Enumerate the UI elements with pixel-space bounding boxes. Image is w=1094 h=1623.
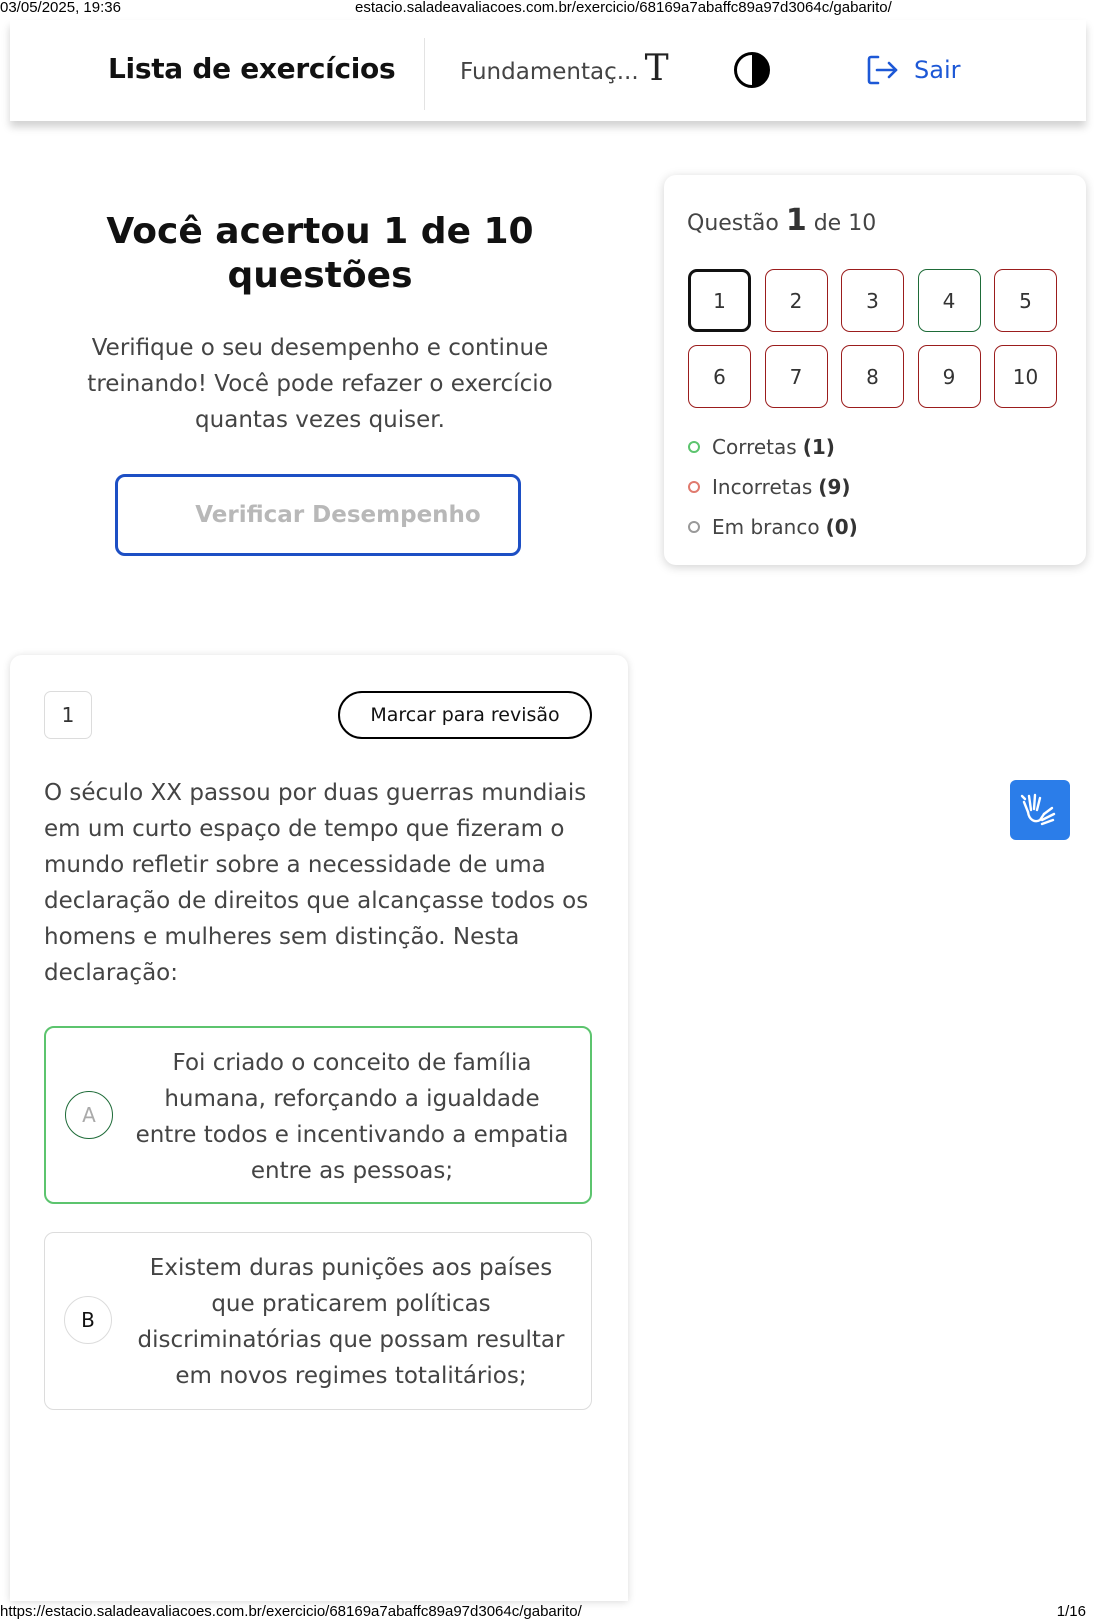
mark-for-review-button[interactable]: Marcar para revisão [338, 691, 592, 739]
question-nav-item-7[interactable]: 7 [765, 345, 828, 408]
print-footer [0, 1601, 1094, 1623]
legend-correct-count: (1) [802, 435, 835, 459]
print-header [0, 0, 1094, 18]
question-nav-item-5[interactable]: 5 [994, 269, 1057, 332]
question-counter [687, 203, 876, 238]
legend-incorrect-label: Incorretas [712, 475, 813, 499]
question-nav-item-3[interactable]: 3 [841, 269, 904, 332]
result-subtitle: Verifique o seu desempenho e continue treinando! Você pode refazer o exercício quantas vezes quiser. [87, 335, 553, 433]
result-title: Você acertou 1 de 10 questões [106, 211, 534, 296]
option-a-text: Foi criado o conceito de família humana, reforçando a igualdade entre todos e incentivando a empatia entre as pessoas; [135, 1050, 569, 1184]
option-a-letter: A [65, 1091, 113, 1139]
print-datetime: 03/05/2025, 19:36 [0, 0, 121, 16]
print-url: estacio.saladeavaliacoes.com.br/exercicio/68169a7abaffc89a97d3064c/gabarito/ [355, 0, 892, 16]
question-nav-item-2[interactable]: 2 [765, 269, 828, 332]
legend-blank [688, 507, 858, 547]
page-title: Lista de exercícios [108, 52, 396, 85]
question-text: O século XX passou por duas guerras mundiais em um curto espaço de tempo que fizeram o mundo refletir sobre a necessidade de uma declaração de direitos que alcançasse todos os homens e mulheres sem distinção. Nesta declaração: [44, 780, 589, 986]
option-b-letter: B [64, 1296, 112, 1344]
option-b[interactable] [44, 1232, 592, 1410]
question-card [10, 655, 628, 1601]
legend-blank-count: (0) [825, 515, 858, 539]
question-counter-prefix: Questão [687, 211, 779, 236]
question-nav-item-6[interactable]: 6 [688, 345, 751, 408]
top-nav [10, 20, 1086, 121]
legend-blank-dot [688, 521, 700, 533]
logout-icon [866, 54, 900, 86]
print-footer-url: https://estacio.saladeavaliacoes.com.br/exercicio/68169a7abaffc89a97d3064c/gabarito/ [0, 1603, 582, 1620]
question-counter-current: 1 [785, 203, 807, 238]
font-size-icon[interactable]: T [644, 48, 669, 89]
verify-performance-button[interactable]: Verificar Desempenho [115, 474, 521, 556]
legend-correct-dot [688, 441, 700, 453]
legend-incorrect-count: (9) [818, 475, 851, 499]
legend-correct [688, 427, 858, 467]
legend-incorrect [688, 467, 858, 507]
question-nav-item-9[interactable]: 9 [918, 345, 981, 408]
question-counter-suffix: de 10 [813, 211, 877, 236]
option-a[interactable] [44, 1026, 592, 1204]
question-navigator [664, 175, 1086, 565]
course-name-label: Fundamentaç... [460, 59, 639, 85]
print-page-number: 1/16 [1056, 1603, 1086, 1620]
logout-label: Sair [914, 56, 961, 84]
legend-blank-label: Em branco [712, 515, 820, 539]
question-number: 1 [44, 691, 92, 739]
answer-legend [688, 427, 858, 547]
sign-language-button[interactable] [1010, 780, 1070, 840]
option-b-text: Existem duras punições aos países que praticarem políticas discriminatórias que possam resultar em novos regimes totalitários; [137, 1255, 565, 1389]
question-nav-item-1[interactable]: 1 [688, 269, 751, 332]
contrast-icon[interactable] [734, 52, 770, 88]
nav-divider [424, 38, 425, 110]
logout-button[interactable] [866, 54, 960, 86]
legend-correct-label: Corretas [712, 435, 797, 459]
legend-incorrect-dot [688, 481, 700, 493]
question-nav-item-8[interactable]: 8 [841, 345, 904, 408]
sign-language-icon [1020, 790, 1060, 830]
course-name [460, 48, 669, 89]
question-nav-item-10[interactable]: 10 [994, 345, 1057, 408]
question-nav-item-4[interactable]: 4 [918, 269, 981, 332]
